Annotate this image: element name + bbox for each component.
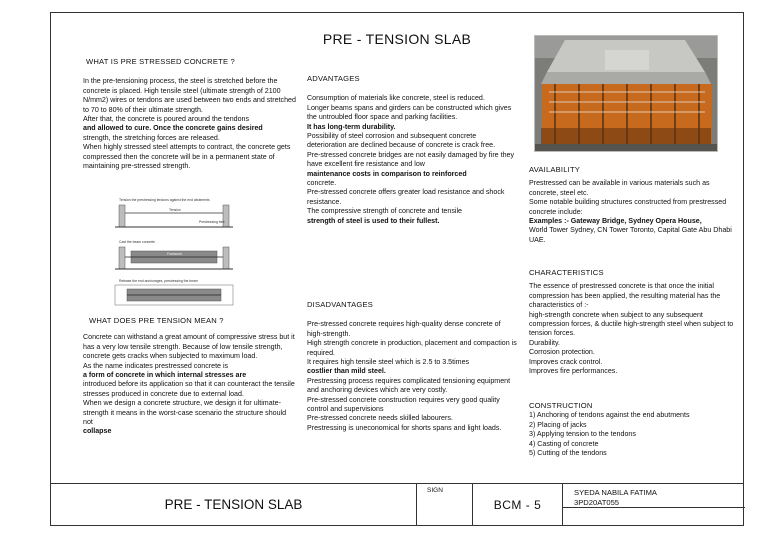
what-is-para-2: After that, the concrete is poured around the tendons xyxy=(83,115,250,124)
title-block xyxy=(51,483,743,525)
construction-step: 2) Placing of jacks xyxy=(529,420,587,429)
pretension-bed-photo xyxy=(534,35,718,152)
what-mean-section xyxy=(83,316,297,437)
advantage-5a: Pre-stressed concrete bridges are not easily damaged by fire they have excellent fire resistance and low xyxy=(307,150,515,169)
pretension-diagram xyxy=(109,195,239,312)
availability-para-1: Prestressed can be available in various materials such as concrete, steel etc. xyxy=(529,179,710,197)
construction-steps xyxy=(529,411,735,458)
advantage-1: Consumption of materials like concrete, steel is reduced. xyxy=(307,94,485,103)
pretension-diagram-svg xyxy=(109,195,239,307)
disadvantage-7: Prestressing is uneconomical for shorts spans and light loads. xyxy=(307,423,502,432)
construction-section xyxy=(529,401,735,458)
diagram-caption-3: Prestressing bed xyxy=(199,220,225,224)
sheet-number: BCM - 5 xyxy=(473,484,563,525)
what-mean-para-2c: introduced before its application so that it can counteract the tensile stresses produced in concrete due to external load. xyxy=(83,380,295,398)
author-id: 3PD20AT055 xyxy=(574,498,620,507)
what-mean-para-2a: As the name indicates prestressed concrete is xyxy=(83,361,229,370)
title-block-sign xyxy=(417,484,473,525)
advantage-3: It has long-term durability. xyxy=(307,122,396,131)
diagram-caption-1: Tension the prestressing tendons against the end abutments xyxy=(119,198,210,202)
advantage-2: Longer beams spans and girders can be constructed which gives the untroubled floor space and parking facilities. xyxy=(307,103,512,122)
left-column xyxy=(83,57,297,171)
disadvantage-1: Pre-stressed concrete requires high-quality dense concrete of high-strength. xyxy=(307,320,501,338)
advantage-7b: strength of steel is used to their fullest. xyxy=(307,216,440,225)
diagram-caption-2: Tension xyxy=(169,208,181,212)
page-title: PRE - TENSION SLAB xyxy=(322,31,472,47)
availability-section xyxy=(529,165,735,245)
author-divider xyxy=(563,507,745,508)
advantages-section xyxy=(307,74,517,226)
author-block xyxy=(563,484,745,525)
disadvantage-2: High strength concrete in production, placement and compaction is required. xyxy=(307,339,517,357)
availability-heading: AVAILABILITY xyxy=(529,165,581,174)
diagram-caption-4: Cast the beam concrete xyxy=(119,240,155,244)
advantages-heading: ADVANTAGES xyxy=(307,74,360,83)
advantage-7a: The compressive strength of concrete and tensile xyxy=(307,207,462,216)
what-is-para-1: In the pre-tensioning process, the steel is stretched before the concrete is placed. High tensile steel (ultimate strength of 2100 N/mm2) wires or tendons are used between two ends and stretched to 70 to 80% of their ultimate strength. xyxy=(83,77,296,114)
diagram-caption-6: Release the end anchorages, prestressing the beam xyxy=(119,279,198,283)
what-mean-heading: WHAT DOES PRE TENSION MEAN ? xyxy=(89,316,224,325)
sign-label: SIGN xyxy=(427,487,443,494)
characteristic-item: Corrosion protection. xyxy=(529,348,595,357)
what-mean-para-2b: a form of concrete in which internal stresses are xyxy=(83,371,247,380)
what-is-para-5: When highly stressed steel attempts to contract, the concrete gets compressed then the concrete will be in a permanent state of maintaining pre-stressed strength. xyxy=(83,143,291,171)
availability-examples-cont: World Tower Sydney, CN Tower Toronto, Capital Gate Abu Dhabi UAE. xyxy=(529,226,732,244)
what-is-para-4: strength, the stretching forces are released. xyxy=(83,133,220,142)
disadvantages-heading: DISADVANTAGES xyxy=(307,300,374,309)
construction-step: 5) Cutting of the tendons xyxy=(529,449,607,458)
what-mean-para-3: When we design a concrete structure, we design it for ultimate-strength it means in the worst-case scenario the structure should not xyxy=(83,399,287,427)
what-is-heading: WHAT IS PRE STRESSED CONCRETE ? xyxy=(86,57,235,66)
what-mean-para-3b: collapse xyxy=(83,427,112,436)
construction-step: 1) Anchoring of tendons against the end abutments xyxy=(529,411,690,420)
advantage-4: Possibility of steel corrosion and subsequent concrete deterioration are declined because of concrete is crack free. xyxy=(307,132,496,150)
drawing-sheet xyxy=(50,12,744,526)
characteristic-item: Durability. xyxy=(529,338,561,347)
construction-step: 4) Casting of concrete xyxy=(529,439,599,448)
characteristics-para-2: high-strength concrete when subject to any subsequent compression forces, & ductile high-strength steel when subject to tension forces. xyxy=(529,310,734,338)
what-mean-para-1: Concrete can withstand a great amount of compressive stress but it has a very low tensile strength. Because of low tensile strength, concrete gets cracks when subjected to maximum load. xyxy=(83,333,295,361)
photo-illustration xyxy=(535,36,718,152)
what-is-para-3: and allowed to cure. Once the concrete gains desired xyxy=(83,124,263,133)
disadvantage-3a: It requires high tensile steel which is 2.5 to 3.5times xyxy=(307,358,470,367)
title-block-title: PRE - TENSION SLAB xyxy=(51,484,417,525)
characteristic-item: Improves crack control. xyxy=(529,357,603,366)
construction-heading: CONSTRUCTION xyxy=(529,401,593,410)
availability-examples: Examples :- Gateway Bridge, Sydney Opera House, xyxy=(529,217,702,226)
author-name: SYEDA NABILA FATIMA xyxy=(574,488,657,497)
advantage-5b: maintenance costs in comparison to reinforced xyxy=(307,169,467,178)
diagram-caption-5: Formwork xyxy=(167,252,183,256)
advantage-5c: concrete. xyxy=(307,179,337,188)
characteristics-list xyxy=(529,339,735,377)
disadvantage-3b: costlier than mild steel. xyxy=(307,367,386,376)
characteristics-heading: CHARACTERISTICS xyxy=(529,268,604,277)
disadvantage-4: Prestressing process requires complicated tensioning equipment and anchoring devices which are very costly. xyxy=(307,376,511,395)
construction-step: 3) Applying tension to the tendons xyxy=(529,430,636,439)
disadvantages-section xyxy=(307,300,517,433)
disadvantage-6: Pre-stressed concrete needs skilled labourers. xyxy=(307,414,453,423)
availability-para-2: Some notable building structures constructed from prestressed concrete include: xyxy=(529,198,727,216)
advantage-6: Pre-stressed concrete offers greater load resistance and shock resistance. xyxy=(307,188,505,206)
characteristics-para-1: The essence of prestressed concrete is that once the initial compression has been applied, the resulting material has the characteristics of :- xyxy=(529,282,721,310)
disadvantage-5: Pre-stressed concrete construction requires very good quality control and supervisions xyxy=(307,395,500,414)
characteristic-item: Improves fire performances. xyxy=(529,367,618,376)
characteristics-section xyxy=(529,268,735,376)
